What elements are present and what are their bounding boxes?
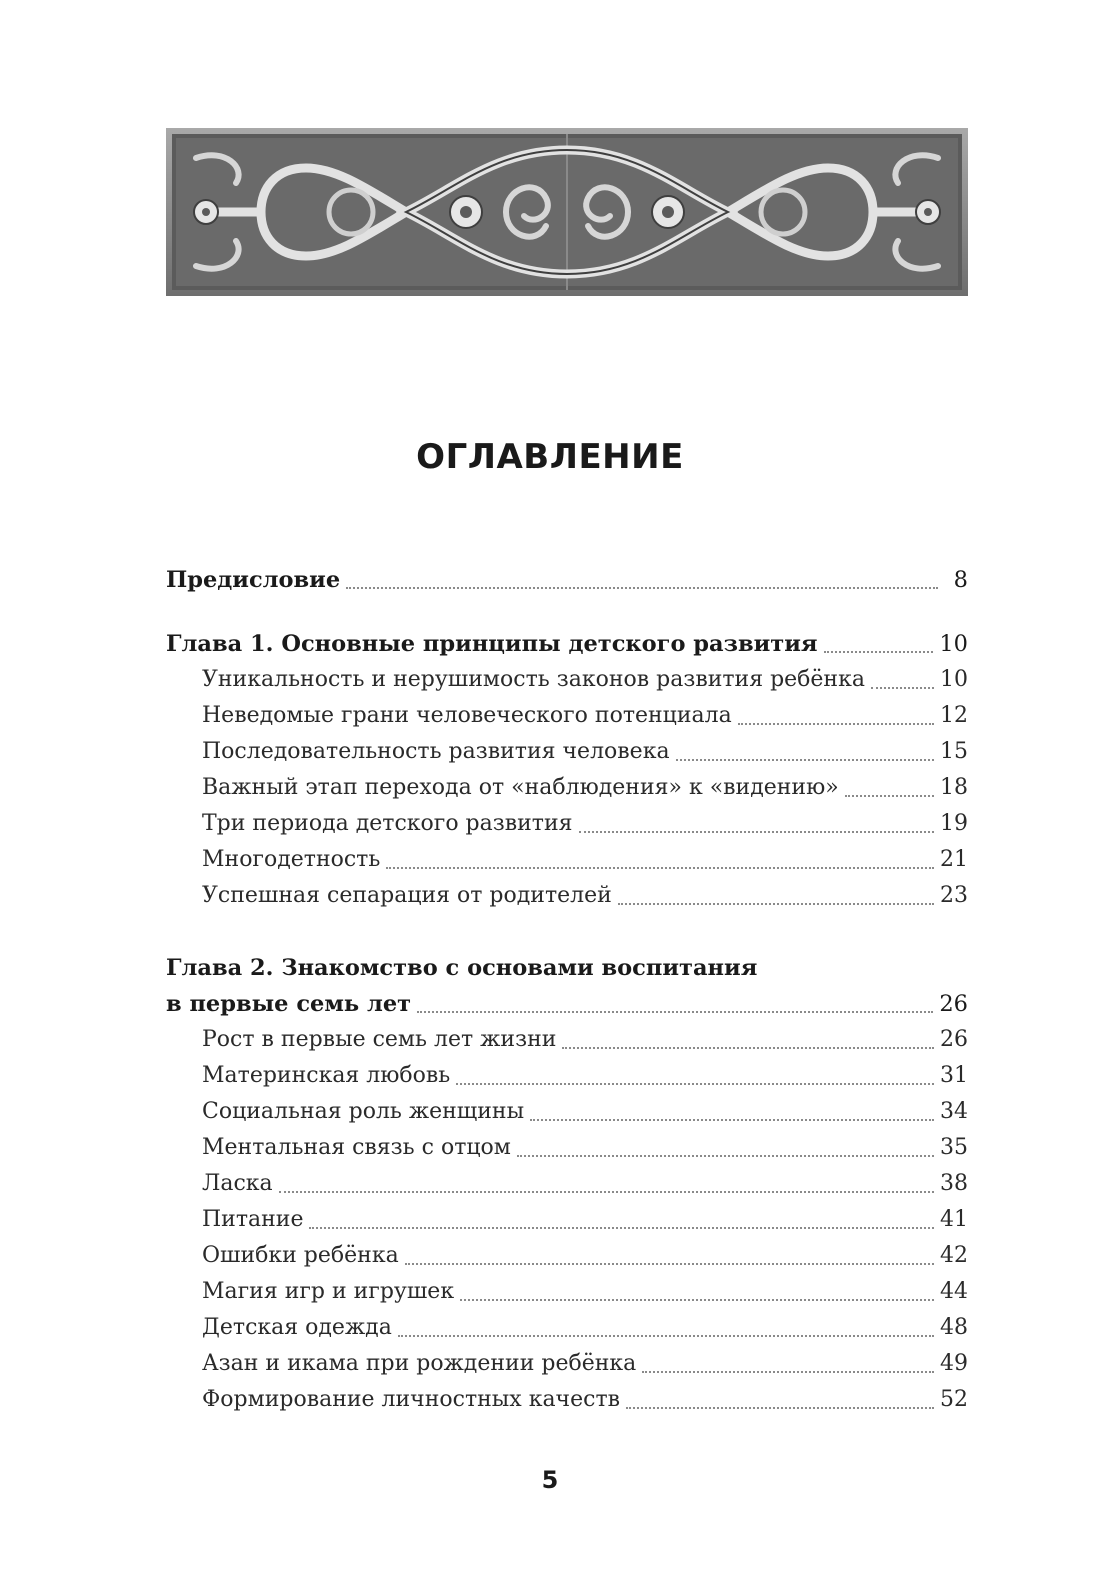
dot-leader	[871, 686, 934, 689]
decorative-ornament-banner	[166, 128, 968, 296]
toc-entry-subsection[interactable]	[166, 1166, 968, 1202]
dot-leader	[618, 902, 934, 905]
toc-chapter-2-heading: Глава 2. Знакомство с основами воспитания	[166, 955, 758, 981]
dot-leader	[824, 650, 934, 653]
toc-entry-subsection[interactable]	[166, 734, 968, 770]
dot-leader	[845, 794, 934, 797]
toc-entry-label: Ошибки ребёнка	[202, 1243, 399, 1268]
toc-entry-subsection[interactable]	[166, 1094, 968, 1130]
dot-leader	[417, 1010, 933, 1013]
toc-entry-label: Ласка	[202, 1171, 273, 1196]
toc-entry-page: 19	[940, 811, 968, 836]
dot-leader	[346, 586, 938, 589]
page-title: ОГЛАВЛЕНИЕ	[416, 437, 684, 477]
toc-entry-page: 12	[940, 703, 968, 728]
dot-leader	[642, 1370, 934, 1373]
toc-entry-label: Неведомые грани человеческого потенциала	[202, 703, 732, 728]
toc-entry-label: Рост в первые семь лет жизни	[202, 1027, 557, 1052]
dot-leader	[405, 1262, 934, 1265]
toc-entry-subsection[interactable]	[166, 1274, 968, 1310]
toc-entry-subsection[interactable]	[166, 842, 968, 878]
toc-entry-page: 42	[940, 1243, 968, 1268]
toc-entry-label: Формирование личностных качеств	[202, 1387, 620, 1412]
toc-entry-label: Питание	[202, 1207, 304, 1232]
toc-entry-label: Многодетность	[202, 847, 381, 872]
dot-leader	[626, 1406, 934, 1409]
toc-entry-subsection[interactable]	[166, 662, 968, 698]
dot-leader	[579, 830, 934, 833]
dot-leader	[279, 1190, 934, 1193]
toc-entry-subsection[interactable]	[166, 878, 968, 914]
dot-leader	[456, 1082, 934, 1085]
toc-entry-chapter-1[interactable]	[166, 626, 968, 662]
toc-entry-label: Материнская любовь	[202, 1063, 451, 1088]
toc-entry-page: 18	[940, 775, 968, 800]
toc-entry-label: Социальная роль женщины	[202, 1099, 525, 1124]
toc-entry-page: 48	[940, 1315, 968, 1340]
toc-entry-page: 10	[939, 631, 968, 657]
toc-entry-subsection[interactable]	[166, 1202, 968, 1238]
toc-entry-label: Последовательность развития человека	[202, 739, 670, 764]
toc-entry-subsection[interactable]	[166, 1382, 968, 1418]
toc-entry-label: в первые семь лет	[166, 991, 412, 1017]
dot-leader	[738, 722, 934, 725]
dot-leader	[530, 1118, 934, 1121]
toc-entry-page: 26	[940, 1027, 968, 1052]
toc-entry-subsection[interactable]	[166, 1310, 968, 1346]
table-of-contents	[166, 562, 968, 1418]
toc-entry-preface[interactable]	[166, 562, 968, 598]
toc-entry-page: 10	[940, 667, 968, 692]
toc-entry-subsection[interactable]	[166, 806, 968, 842]
dot-leader	[676, 758, 934, 761]
toc-entry-label: Важный этап перехода от «наблюдения» к «видению»	[202, 775, 839, 800]
toc-entry-subsection[interactable]	[166, 1238, 968, 1274]
toc-entry-label: Уникальность и нерушимость законов развития ребёнка	[202, 667, 865, 692]
toc-entry-subsection[interactable]	[166, 1022, 968, 1058]
toc-entry-page: 31	[940, 1063, 968, 1088]
toc-entry-page: 15	[940, 739, 968, 764]
toc-entry-label: Магия игр и игрушек	[202, 1279, 455, 1304]
toc-entry-label: Три периода детского развития	[202, 811, 573, 836]
toc-entry-page: 49	[940, 1351, 968, 1376]
toc-entry-chapter-2[interactable]	[166, 986, 968, 1022]
toc-entry-page: 41	[940, 1207, 968, 1232]
toc-entry-page: 34	[940, 1099, 968, 1124]
toc-entry-label: Детская одежда	[202, 1315, 392, 1340]
dot-leader	[309, 1226, 934, 1229]
toc-entry-subsection[interactable]	[166, 1130, 968, 1166]
toc-entry-label: Предисловие	[166, 567, 341, 593]
page-number: 5	[541, 1466, 559, 1494]
dot-leader	[386, 866, 934, 869]
toc-entry-label: Азан и икама при рождении ребёнка	[202, 1351, 637, 1376]
toc-entry-page: 23	[940, 883, 968, 908]
toc-entry-label: Глава 1. Основные принципы детского развития	[166, 631, 818, 657]
toc-entry-label: Ментальная связь с отцом	[202, 1135, 511, 1160]
toc-entry-subsection[interactable]	[166, 698, 968, 734]
toc-entry-subsection[interactable]	[166, 770, 968, 806]
toc-entry-page: 35	[940, 1135, 968, 1160]
toc-entry-page: 52	[940, 1387, 968, 1412]
dot-leader	[562, 1046, 934, 1049]
toc-entry-page: 21	[940, 847, 968, 872]
dot-leader	[460, 1298, 934, 1301]
toc-entry-subsection[interactable]	[166, 1346, 968, 1382]
toc-entry-page: 38	[940, 1171, 968, 1196]
toc-entry-label: Успешная сепарация от родителей	[202, 883, 612, 908]
dot-leader	[398, 1334, 934, 1337]
toc-entry-subsection[interactable]	[166, 1058, 968, 1094]
toc-entry-page: 44	[940, 1279, 968, 1304]
toc-entry-page: 8	[953, 567, 968, 593]
dot-leader	[517, 1154, 934, 1157]
toc-entry-page: 26	[939, 991, 968, 1017]
